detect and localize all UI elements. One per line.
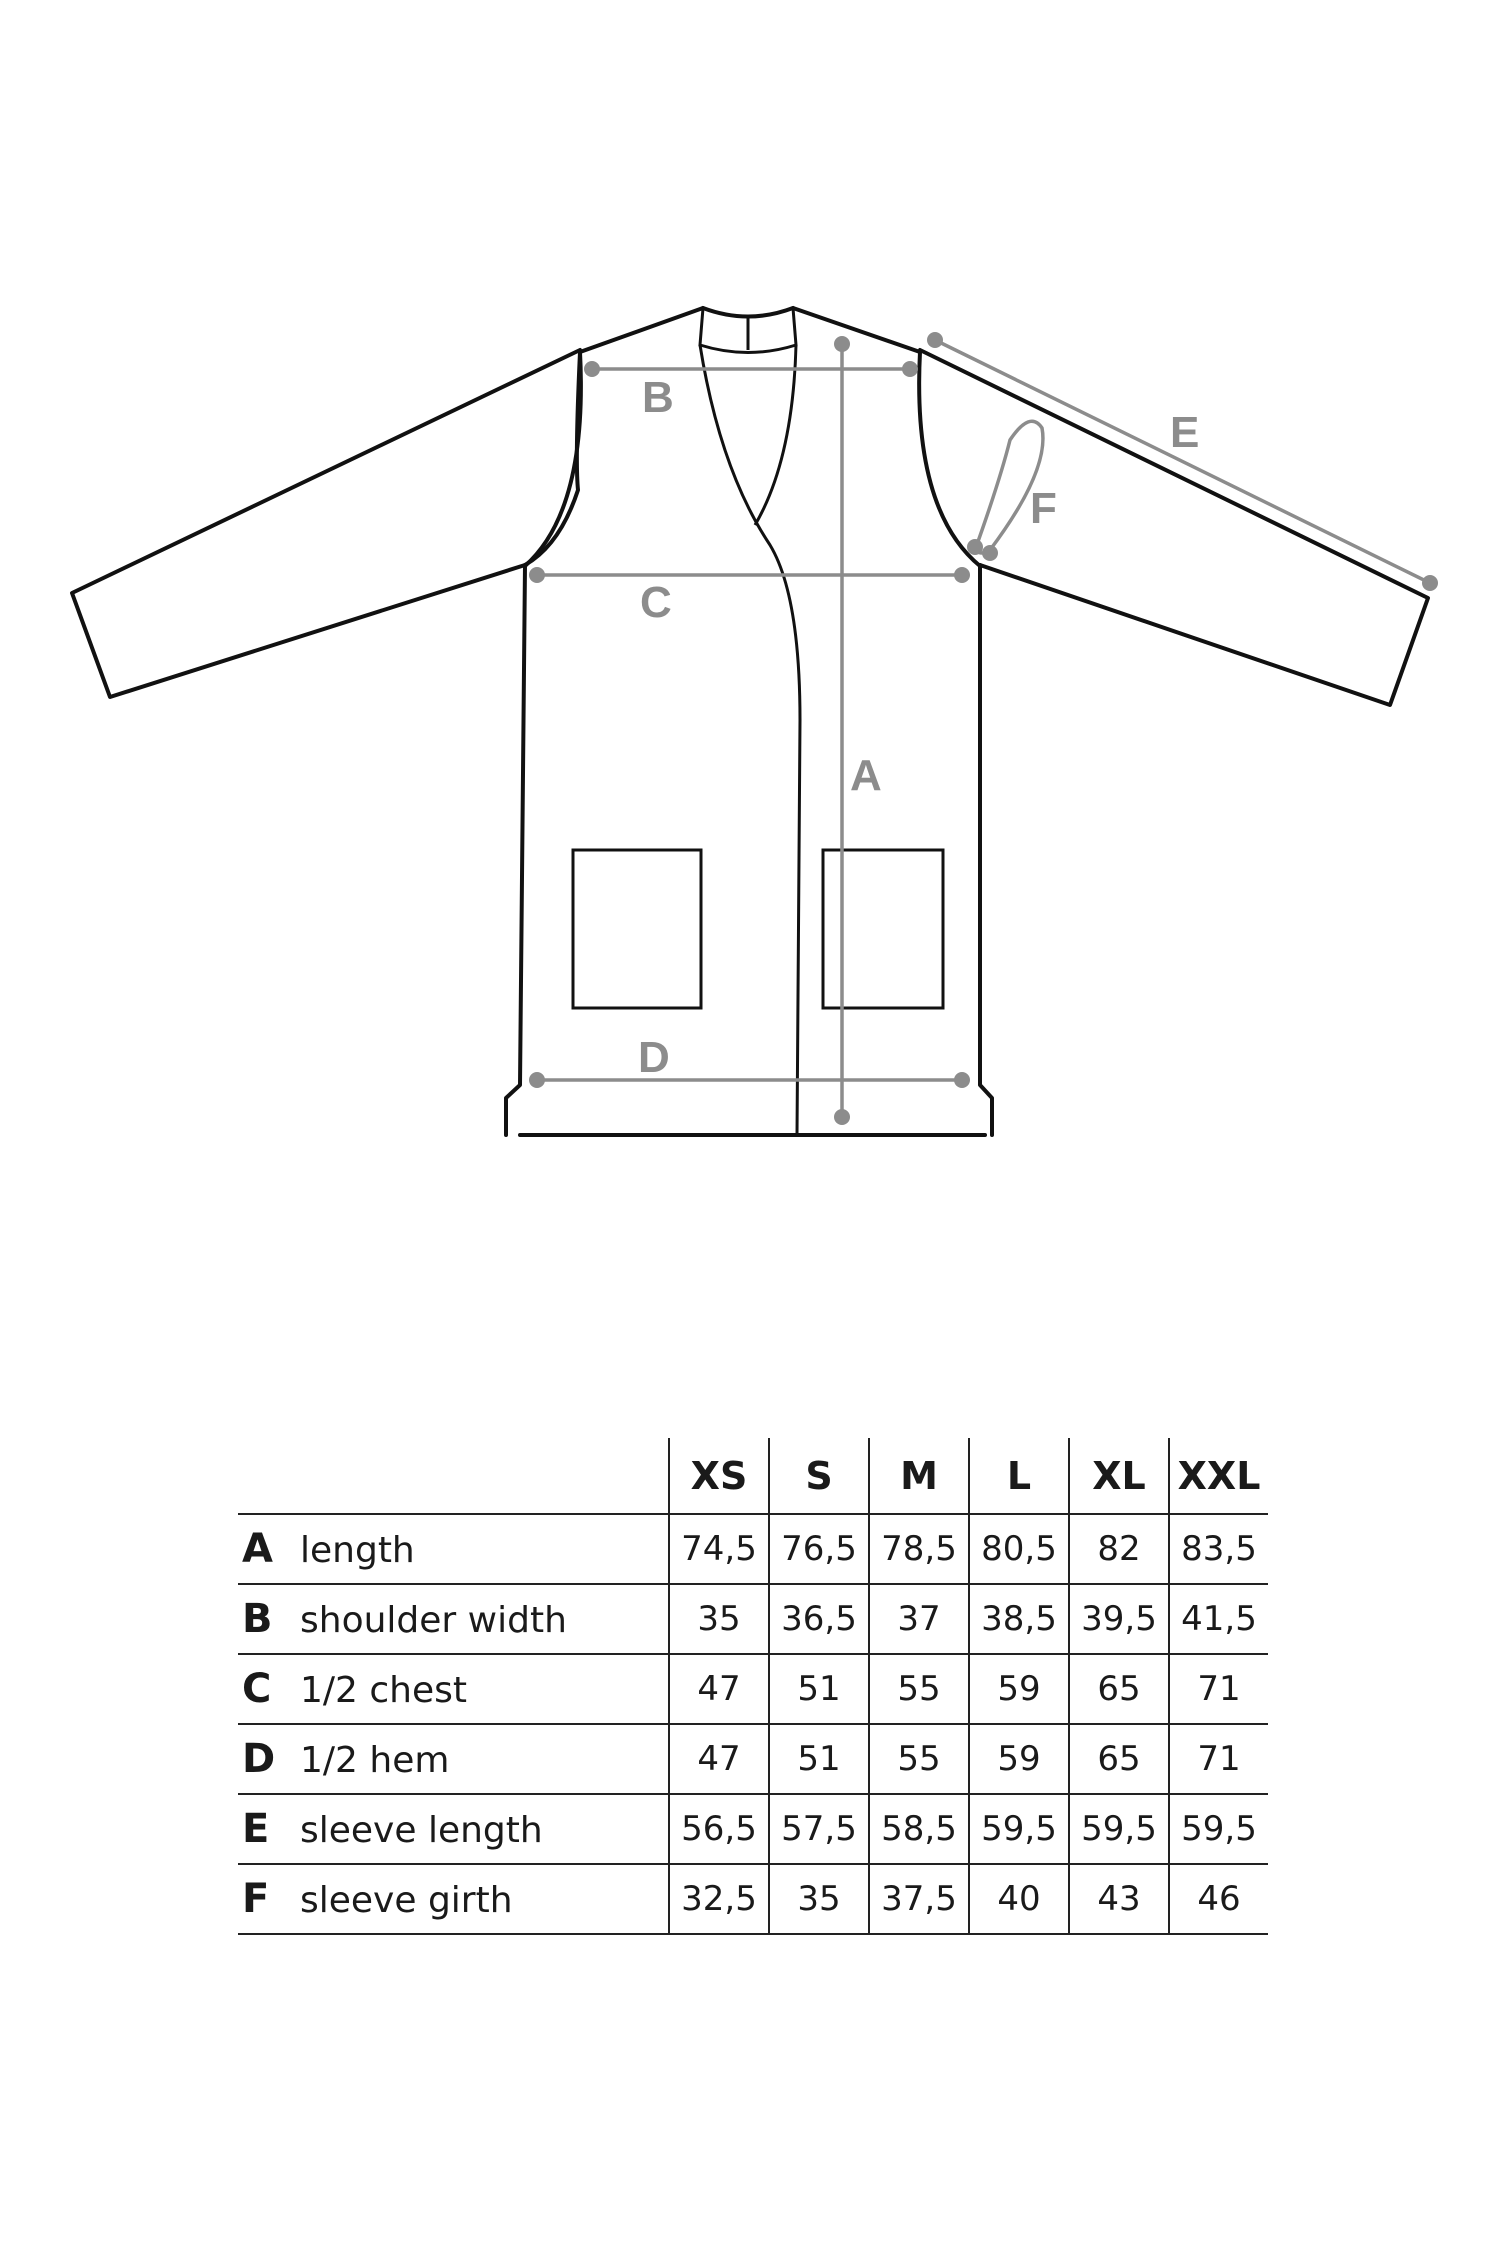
measure-dot [834,1109,850,1125]
label-e: E [1170,408,1200,457]
measurement-label-cell [238,1794,669,1864]
measurement-name: sleeve girth [300,1880,513,1921]
size-value-cell: 65 [1069,1654,1169,1724]
label-a: A [850,751,882,800]
size-chart-table [238,1438,1268,1935]
size-value-cell: 59 [969,1724,1069,1794]
size-value-cell: 35 [669,1584,769,1654]
size-table-body [238,1514,1268,1934]
size-value-cell: 82 [1069,1514,1169,1584]
table-row [238,1724,1268,1794]
left-sleeve [72,350,580,697]
table-row [238,1864,1268,1934]
size-header: M [869,1438,969,1514]
table-row [238,1584,1268,1654]
label-d: D [638,1033,670,1082]
measurement-label-cell [238,1864,669,1934]
size-value-cell: 32,5 [669,1864,769,1934]
size-value-cell: 59,5 [1069,1794,1169,1864]
left-body-side [506,565,525,1135]
size-value-cell: 43 [1069,1864,1169,1934]
left-armhole-curve [525,352,581,566]
size-value-cell: 80,5 [969,1514,1069,1584]
measurement-name: shoulder width [300,1600,567,1641]
size-value-cell: 59,5 [1169,1794,1268,1864]
measurement-label-cell [238,1514,669,1584]
measurement-letter: B [242,1596,273,1642]
measurement-letter: E [242,1806,270,1852]
label-c: C [640,578,672,627]
size-value-cell: 41,5 [1169,1584,1268,1654]
size-value-cell: 51 [769,1724,869,1794]
left-front-edge [700,345,800,1135]
measure-dot [954,1072,970,1088]
size-value-cell: 71 [1169,1724,1268,1794]
right-body-side [980,565,992,1135]
right-front-edge [755,345,796,525]
measurement-label-cell [238,1724,669,1794]
measurement-name: 1/2 chest [300,1670,468,1711]
label-b: B [642,373,674,422]
size-value-cell: 40 [969,1864,1069,1934]
size-value-cell: 59 [969,1654,1069,1724]
size-value-cell: 74,5 [669,1514,769,1584]
size-value-cell: 51 [769,1654,869,1724]
size-header: L [969,1438,1069,1514]
size-value-cell: 76,5 [769,1514,869,1584]
size-value-cell: 47 [669,1654,769,1724]
size-header: S [769,1438,869,1514]
size-value-cell: 38,5 [969,1584,1069,1654]
measure-dot [584,361,600,377]
size-value-cell: 55 [869,1724,969,1794]
size-value-cell: 47 [669,1724,769,1794]
measurement-letter: C [242,1666,272,1712]
right-shoulder [793,308,920,352]
measurement-label-cell [238,1654,669,1724]
measure-dot [1422,575,1438,591]
measurement-letter: D [242,1736,276,1782]
size-value-cell: 65 [1069,1724,1169,1794]
size-header: XS [669,1438,769,1514]
size-value-cell: 37,5 [869,1864,969,1934]
size-header: XL [1069,1438,1169,1514]
measure-dot [967,539,983,555]
size-value-cell: 78,5 [869,1514,969,1584]
left-pocket [573,850,701,1008]
measurement-lines [529,332,1438,1125]
measure-dot [529,567,545,583]
measure-dot [927,332,943,348]
size-header: XXL [1169,1438,1268,1514]
measurement-name: length [300,1530,415,1571]
table-row [238,1794,1268,1864]
label-f: F [1030,484,1057,533]
size-value-cell: 39,5 [1069,1584,1169,1654]
size-value-cell: 46 [1169,1864,1268,1934]
table-row [238,1654,1268,1724]
measurement-name: sleeve length [300,1810,543,1851]
size-value-cell: 37 [869,1584,969,1654]
size-value-cell: 58,5 [869,1794,969,1864]
header-blank-cell [238,1438,669,1514]
left-shoulder [525,308,703,565]
measurement-letter: F [242,1876,270,1922]
measure-dot [834,336,850,352]
size-header-row [238,1438,1268,1514]
right-armhole-curve [919,352,980,566]
garment-outline [72,308,1428,1135]
size-value-cell: 57,5 [769,1794,869,1864]
measure-dot [902,361,918,377]
size-value-cell: 83,5 [1169,1514,1268,1584]
back-neckline [703,308,793,317]
size-value-cell: 36,5 [769,1584,869,1654]
measure-dot [529,1072,545,1088]
measure-dot [982,545,998,561]
right-sleeve [920,350,1428,705]
size-value-cell: 56,5 [669,1794,769,1864]
table-row [238,1514,1268,1584]
size-value-cell: 71 [1169,1654,1268,1724]
measurement-label-cell [238,1584,669,1654]
measure-line-e [935,340,1430,583]
size-value-cell: 35 [769,1864,869,1934]
measurement-letter: A [242,1526,273,1572]
size-value-cell: 55 [869,1654,969,1724]
size-value-cell: 59,5 [969,1794,1069,1864]
measurement-name: 1/2 hem [300,1740,450,1781]
measure-dot [954,567,970,583]
